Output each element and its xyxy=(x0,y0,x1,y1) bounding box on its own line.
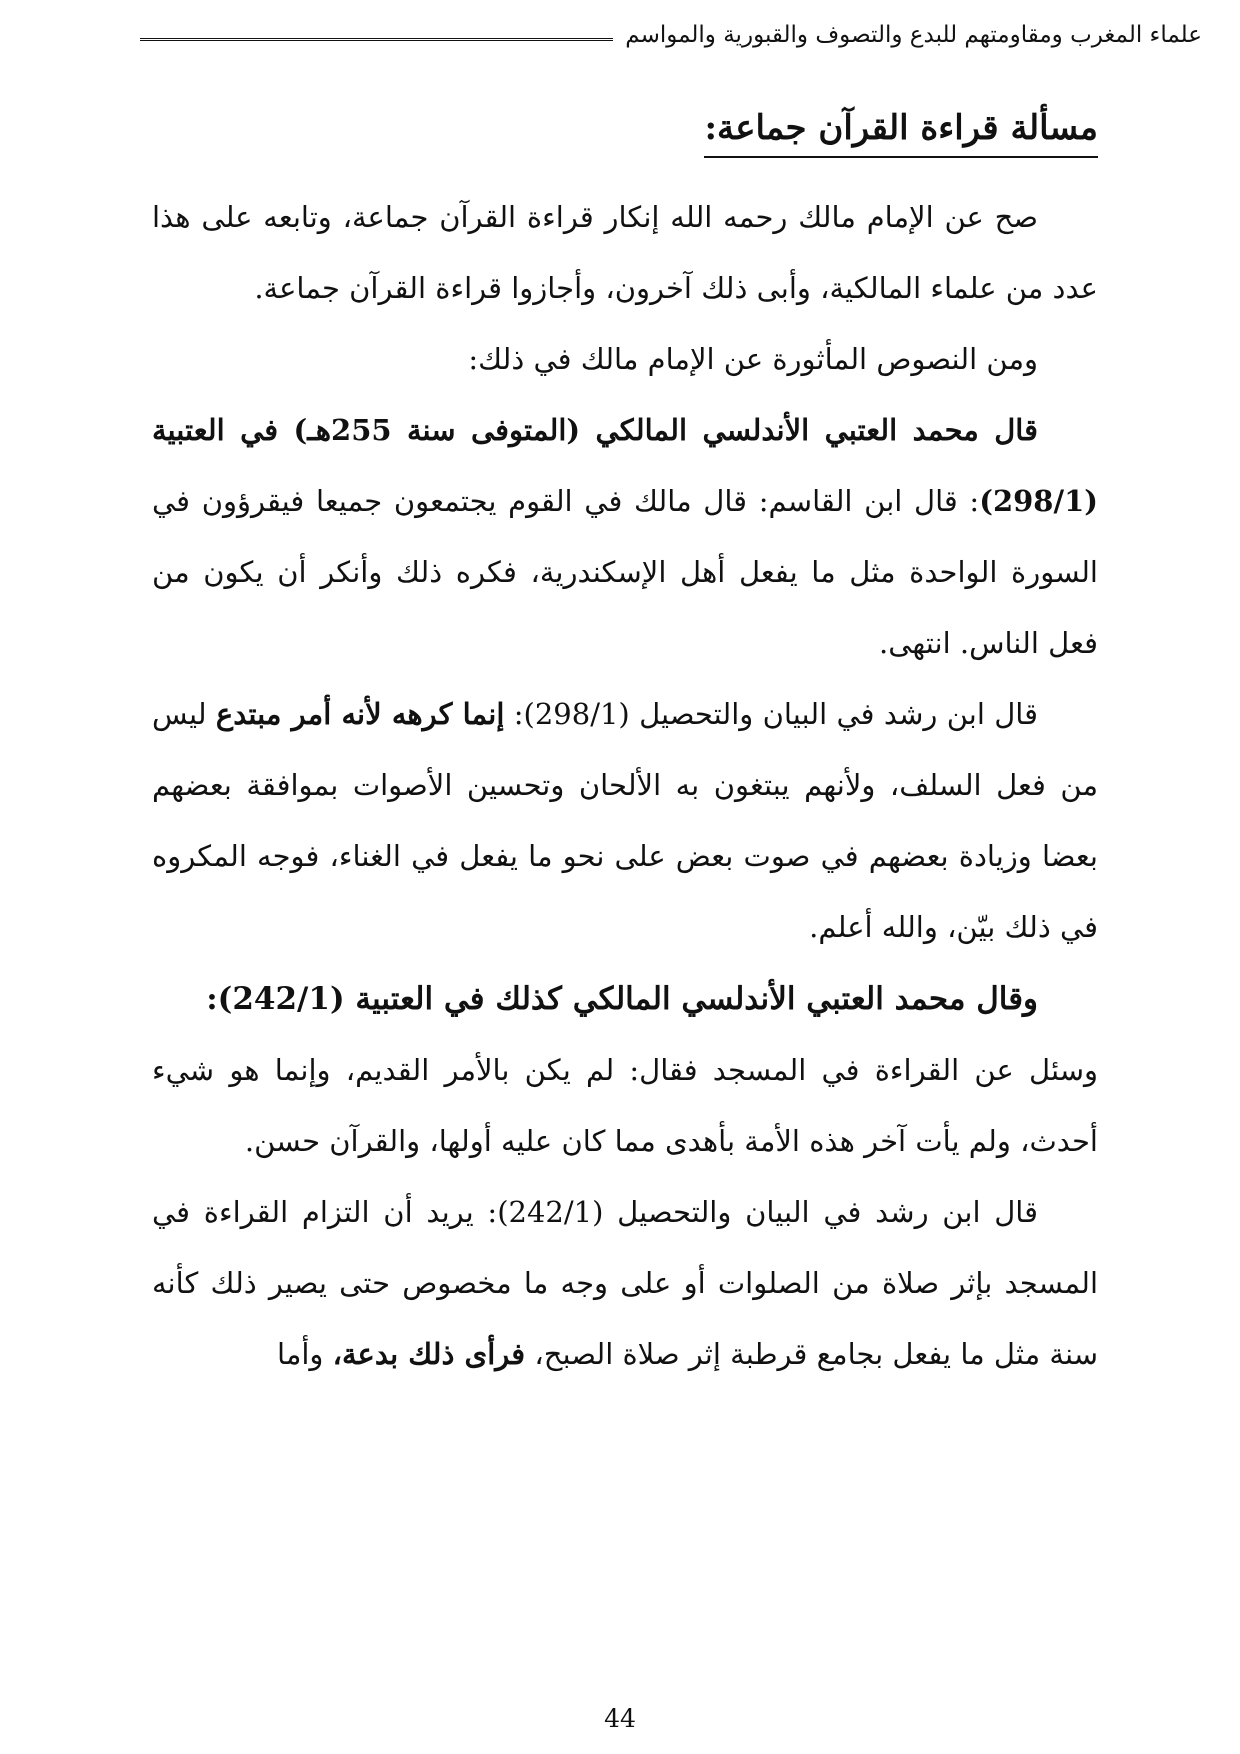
ibn-rushd-1-rest: ليس من فعل السلف، ولأنهم يبتغون به الألحان وتحسين الأصوات بموافقة بعضهم بعضا وزيادة بعضهم في صوت بعض على نحو ما يفعل في الغناء، فوجه المكروه في ذلك بيّن، والله أعلم. xyxy=(152,697,1098,944)
ibn-rushd-2-rest: وأما xyxy=(276,1337,333,1371)
running-header xyxy=(140,18,1202,48)
paragraph-malik-answer: وسئل عن القراءة في المسجد فقال: لم يكن بالأمر القديم، وإنما هو شيء أحدث، ولم يأت آخر هذه الأمة بأهدى مما كان عليه أولها، والقرآن حسن. xyxy=(152,1053,1098,1158)
paragraph-texts-intro: ومن النصوص المأثورة عن الإمام مالك في ذلك: xyxy=(468,342,1038,376)
section-heading-wrap xyxy=(152,108,1098,158)
ibn-rushd-1-start: قال ابن رشد في البيان والتحصيل (298/1): xyxy=(504,697,1038,731)
paragraph-intro: صح عن الإمام مالك رحمه الله إنكار قراءة القرآن جماعة، وتابعه على هذا عدد من علماء المالكية، وأبى ذلك آخرون، وأجازوا قراءة القرآن جماعة. xyxy=(152,200,1098,305)
header-rule xyxy=(140,38,613,41)
quote-1-text: : قال ابن القاسم: قال مالك في القوم يجتمعون جميعا فيقرؤون في السورة الواحدة مثل ما يفعل أهل الإسكندرية، فكره ذلك وأنكر أن يكون من فعل الناس. انتهى. xyxy=(152,484,1098,660)
body-text xyxy=(152,108,1098,1390)
ibn-rushd-1-emphasis: إنما كرهه لأنه أمر مبتدع xyxy=(215,697,505,731)
paragraph-quote-1 xyxy=(152,395,1098,679)
running-title: علماء المغرب ومقاومتهم للبدع والتصوف والقبورية والمواسم xyxy=(625,22,1202,48)
paragraph-quote-2: وقال محمد العتبي الأندلسي المالكي كذلك في العتبية (242/1): xyxy=(206,981,1038,1017)
quote-1-citation: قال محمد العتبي الأندلسي المالكي (المتوفى سنة 255هـ) في العتبية (298/1) xyxy=(152,413,1098,518)
paragraph-ibn-rushd-1 xyxy=(152,679,1098,963)
paragraph-ibn-rushd-2 xyxy=(152,1177,1098,1390)
ibn-rushd-2-start: قال ابن رشد في البيان والتحصيل (242/1): يريد أن التزام القراءة في المسجد بإثر صلاة من الصلوات أو على وجه ما مخصوص حتى يصير ذلك كأنه سنة مثل ما يفعل بجامع قرطبة إثر صلاة الصبح، xyxy=(152,1195,1098,1371)
page-number: 44 xyxy=(604,1704,636,1733)
section-heading: مسألة قراءة القرآن جماعة: xyxy=(704,108,1098,158)
ibn-rushd-2-emphasis: فرأى ذلك بدعة، xyxy=(332,1337,526,1371)
